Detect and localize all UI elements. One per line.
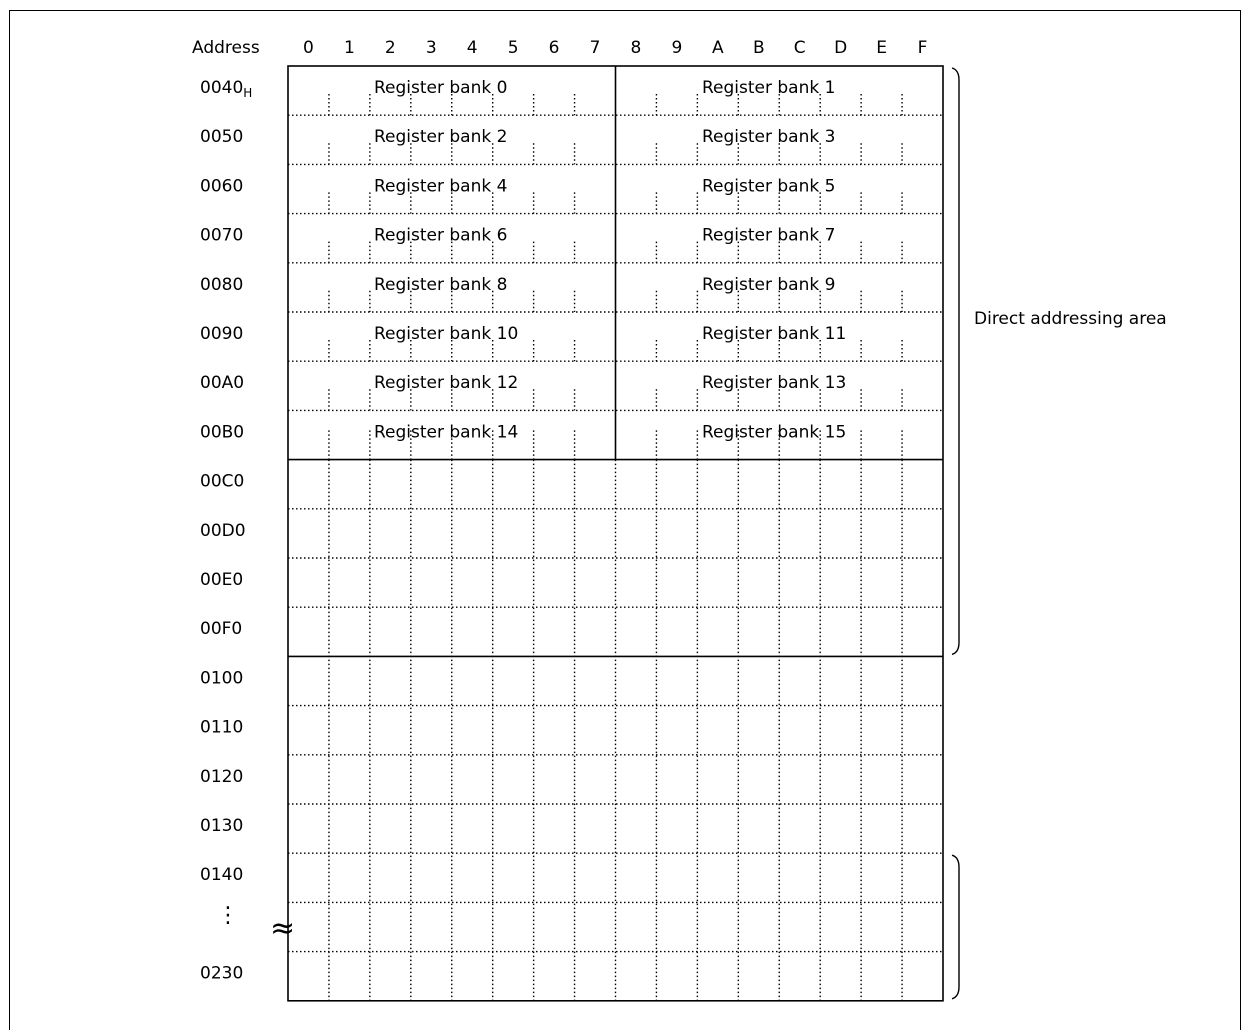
break-marker: ≈ — [270, 911, 296, 946]
row-address-0090: 0090 — [200, 324, 244, 344]
column-header-e: E — [876, 38, 887, 58]
column-header-b: B — [752, 38, 765, 58]
row-address-0120: 0120 — [200, 766, 244, 787]
address-ellipsis: ⋮ — [217, 903, 239, 928]
row-address-00a0: 00A0 — [200, 373, 245, 394]
row-address-0110: 0110 — [200, 717, 244, 738]
column-header-9: 9 — [671, 38, 683, 58]
row-address-0100: 0100 — [200, 668, 244, 689]
register-bank-5-label: Register bank 5 — [702, 176, 836, 197]
column-header-f: F — [917, 38, 928, 58]
column-header-0: 0 — [303, 38, 314, 58]
column-header-3: 3 — [425, 38, 437, 58]
range-braces — [952, 68, 959, 999]
register-bank-11-label: Register bank 11 — [702, 324, 847, 344]
register-bank-labels — [374, 78, 846, 442]
column-header-7: 7 — [589, 38, 601, 58]
register-bank-8-label: Register bank 8 — [374, 274, 508, 295]
register-bank-13-label: Register bank 13 — [702, 373, 847, 394]
row-address-0140: 0140 — [200, 865, 244, 886]
row-address-00e0: 00E0 — [200, 570, 244, 590]
register-bank-12-label: Register bank 12 — [374, 373, 519, 394]
column-headers — [303, 38, 927, 58]
row-address-00c0: 00C0 — [200, 471, 245, 492]
column-header-8: 8 — [630, 38, 642, 58]
address-hex-suffix: H — [243, 86, 253, 100]
register-bank-2-label: Register bank 2 — [374, 127, 508, 148]
row-address-0130: 0130 — [200, 816, 244, 836]
row-address-0230: 0230 — [200, 963, 244, 984]
column-header-4: 4 — [466, 38, 478, 58]
register-bank-1-label: Register bank 1 — [702, 78, 836, 98]
lower-range-brace — [952, 855, 959, 999]
register-bank-9-label: Register bank 9 — [702, 274, 836, 295]
column-header-6: 6 — [548, 38, 560, 58]
row-address-0070: 0070 — [200, 225, 244, 246]
column-header-c: C — [793, 38, 806, 58]
direct-addressing-area-label: Direct addressing area — [974, 309, 1167, 329]
row-address-0040: $0040_H$ — [200, 78, 253, 100]
register-bank-14-label: Register bank 14 — [374, 422, 519, 443]
row-address-0080: 0080 — [200, 274, 244, 295]
row-address-labels — [200, 78, 252, 984]
register-bank-6-label: Register bank 6 — [374, 225, 508, 246]
direct-area-brace — [952, 68, 959, 654]
column-header-2: 2 — [384, 38, 396, 58]
column-header-a: A — [712, 38, 724, 58]
address-header: Address — [192, 38, 260, 58]
row-address-00d0: 00D0 — [200, 520, 246, 541]
row-address-0050: 0050 — [200, 127, 244, 148]
register-bank-0-label: Register bank 0 — [374, 78, 508, 98]
register-bank-4-label: Register bank 4 — [374, 176, 508, 197]
row-address-00b0: 00B0 — [200, 422, 245, 443]
register-bank-10-label: Register bank 10 — [374, 324, 519, 344]
register-bank-3-label: Register bank 3 — [702, 127, 836, 148]
column-header-1: 1 — [343, 38, 355, 58]
memory-grid — [288, 66, 943, 1001]
column-header-d: D — [834, 38, 848, 58]
register-bank-7-label: Register bank 7 — [702, 225, 836, 246]
row-address-00f0: 00F0 — [200, 619, 243, 640]
row-address-0060: 0060 — [200, 176, 244, 197]
register-bank-15-label: Register bank 15 — [702, 422, 847, 443]
column-header-5: 5 — [507, 38, 519, 58]
